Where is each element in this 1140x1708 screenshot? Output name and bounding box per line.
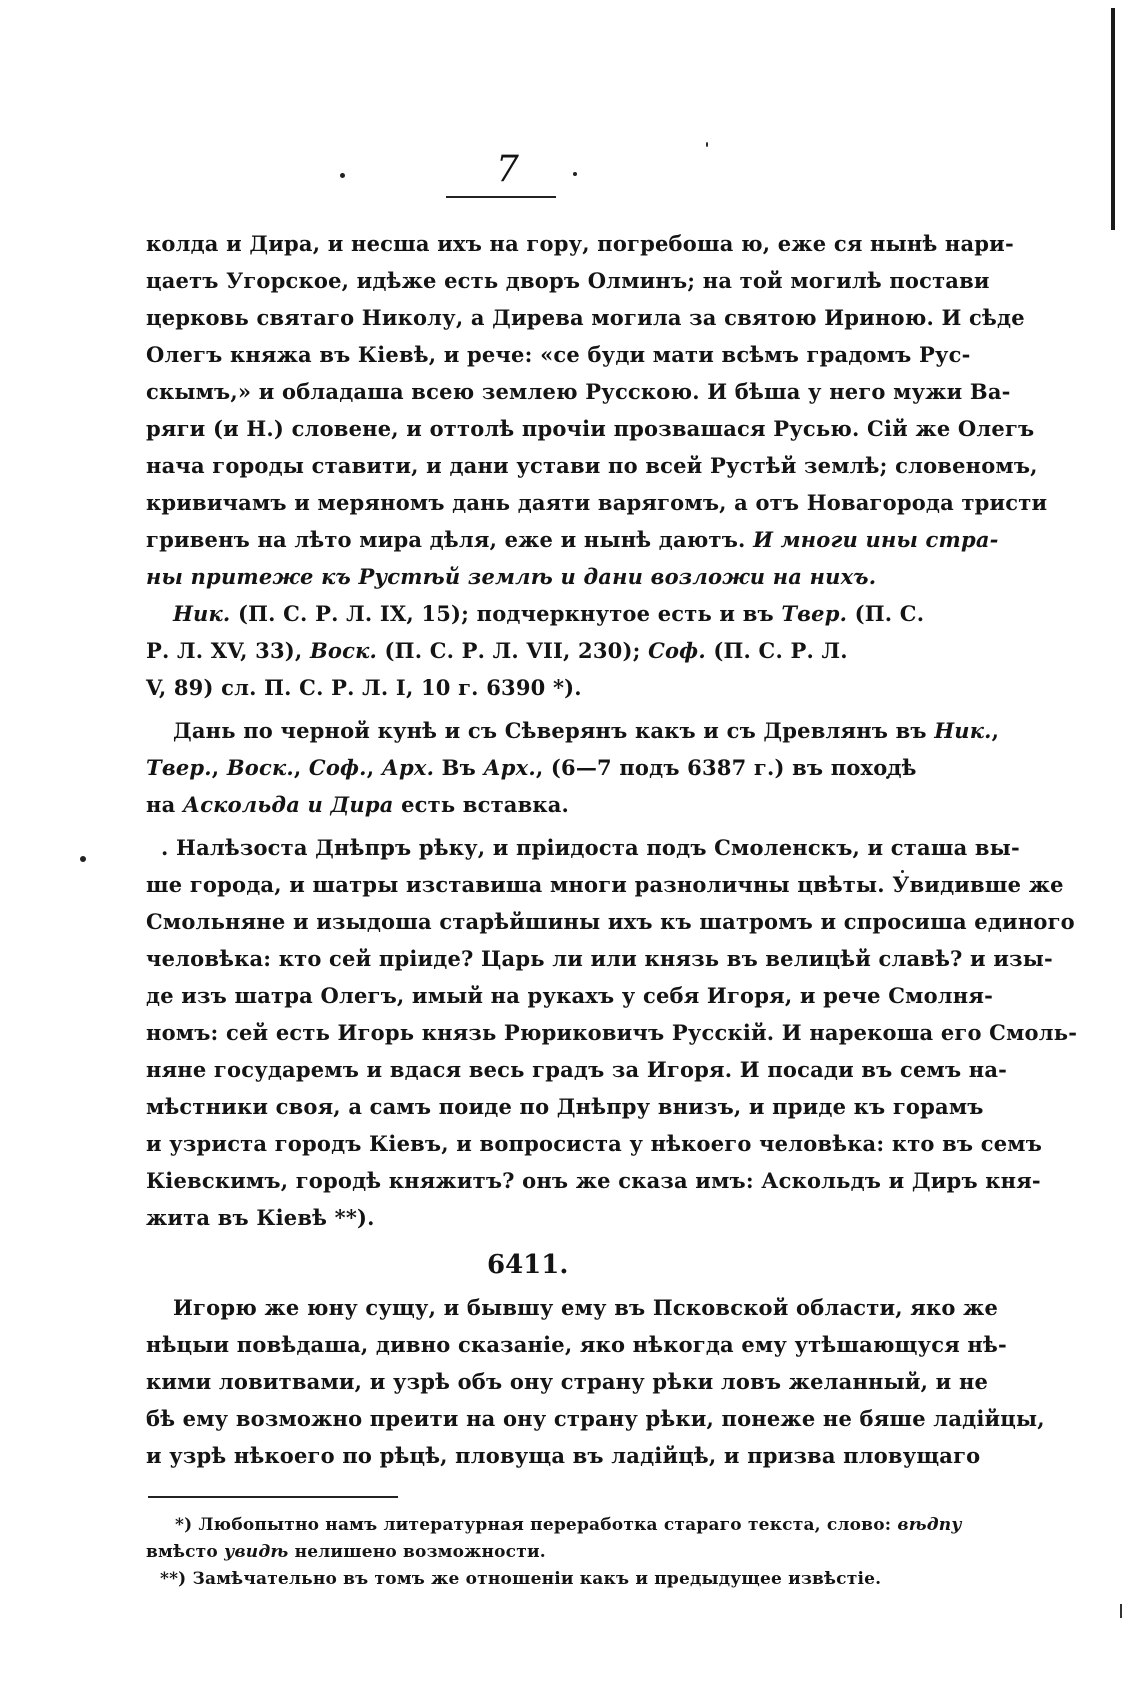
italic-emphasis-line: ны притеже къ Рустѣй землѣ и дани возложи на нихъ. — [146, 564, 877, 589]
scan-speck — [340, 173, 345, 178]
body-line — [146, 526, 999, 554]
body-line: нѣцыи повѣдаша, дивно сказаніе, яко нѣкогда ему утѣшающуся нѣ- — [146, 1332, 1007, 1357]
body-line: жита въ Кіевѣ **). — [146, 1205, 375, 1230]
note-abbrev: Соф. — [308, 755, 367, 780]
body-line: няне государемъ и вдася весь градъ за Игоря. И посади въ семъ на- — [146, 1057, 1008, 1082]
footnote-2: **) Замѣчательно въ томъ же отношеніи какъ и предыдущее извѣстіе. — [160, 1569, 882, 1589]
source-abbrev: Воск. — [309, 638, 378, 663]
body-line: человѣка: кто сей пріиде? Царь ли или князь въ велицѣй славѣ? и изы- — [146, 946, 1053, 971]
body-line: де изъ шатра Олегъ, имый на рукахъ у себя Игоря, и рече Смолня- — [146, 983, 994, 1008]
source-line — [173, 600, 924, 628]
header-rule — [446, 196, 556, 198]
year-heading: 6411. — [487, 1250, 569, 1280]
body-line: цаетъ Угорское, идѣже есть дворъ Олминъ; на той могилѣ постави — [146, 268, 990, 293]
body-line: нача городы ставити, и дани устави по всей Рустѣй землѣ; словеномъ, — [146, 453, 1038, 478]
body-line: церковь святаго Николу, а Дирева могила за святою Ириною. И сѣде — [146, 305, 1025, 330]
body-line: ряги (и Н.) словене, и оттолѣ прочіи прозвашася Русью. Сій же Олегъ — [146, 416, 1035, 441]
footnote-1-continued — [146, 1541, 546, 1563]
note-abbrev: Воск. — [226, 755, 294, 780]
scan-edge-bar — [1111, 8, 1115, 230]
source-line — [146, 637, 848, 665]
note-text: , — [293, 755, 309, 780]
note-text: , — [366, 755, 382, 780]
source-text: (П. С. — [847, 601, 925, 626]
scan-speck — [706, 142, 708, 147]
note-abbrev: Ник. — [934, 718, 992, 743]
footnote-text: вмѣсто — [146, 1542, 225, 1562]
italic-emphasis: И многи ины стра- — [745, 527, 999, 552]
scan-speck — [573, 172, 577, 176]
note-abbrev: Арх. — [483, 755, 536, 780]
body-line: и узрѣ нѣкоего по рѣцѣ, пловуща въ ладійцѣ, и призва пловущаго — [146, 1443, 981, 1468]
body-line: колда и Дира, и несша ихъ на гору, погребоша ю, еже ся нынѣ нари- — [146, 231, 1014, 256]
body-line-text: гривенъ на лѣто мира дѣля, еже и нынѣ даютъ. — [146, 527, 746, 552]
body-line: мѣстники своя, а самъ поиде по Днѣпру внизъ, и приде къ горамъ — [146, 1094, 984, 1119]
note-abbrev: Твер. — [146, 755, 212, 780]
scan-speck — [80, 856, 86, 862]
note-text: на — [146, 792, 183, 817]
body-line: и узриста городъ Кіевъ, и вопросиста у нѣкоего человѣка: кто въ семъ — [146, 1131, 1043, 1156]
footnote-emphasis: увидѣ — [224, 1542, 289, 1562]
note-text: Въ — [434, 755, 484, 780]
source-text: (П. С. Р. Л. — [705, 638, 848, 663]
footnote-emphasis: вѣдпу — [897, 1515, 962, 1535]
note-text: Дань по черной кунѣ и съ Сѣверянъ какъ и съ Древлянъ въ — [173, 718, 935, 743]
source-abbrev: Твер. — [781, 601, 848, 626]
note-line — [146, 791, 569, 819]
footnote-text: нелишено возможности. — [288, 1542, 546, 1562]
note-text: есть вставка. — [393, 792, 570, 817]
body-line: Игорю же юну сущу, и бывшу ему въ Псковской области, яко же — [173, 1295, 999, 1320]
body-line: бѣ ему возможно преити на ону страну рѣки, понеже не бяше ладійцы, — [146, 1406, 1045, 1431]
body-line: Олегъ княжа въ Кіевѣ, и рече: «се буди мати всѣмъ градомъ Рус- — [146, 342, 971, 367]
source-abbrev: Соф. — [648, 638, 706, 663]
note-text: , (6—7 подъ 6387 г.) въ походѣ — [535, 755, 917, 780]
page-number: 7 — [496, 149, 519, 190]
note-text: , — [211, 755, 227, 780]
body-line: . Налѣзоста Днѣпръ рѣку, и пріидоста подъ Смоленскъ, и сташа вы- — [161, 835, 1020, 860]
footnote-rule — [148, 1496, 398, 1498]
body-line: ше города, и шатры изставиша многи разноличны цвѣты. Увидивше же — [146, 872, 1064, 897]
body-line: кими ловитвами, и узрѣ объ ону страну рѣки ловъ желанный, и не — [146, 1369, 989, 1394]
footnote-text: *) Любопытно намъ литературная переработка стараго текста, слово: — [175, 1515, 898, 1535]
source-line: V, 89) сл. П. С. Р. Л. I, 10 г. 6390 *). — [146, 675, 582, 700]
note-abbrev: Арх. — [381, 755, 435, 780]
scan-edge-tick — [1120, 1604, 1122, 1618]
body-line: Смольняне и изыдоша старѣйшины ихъ къ шатромъ и спросиша единого — [146, 909, 1075, 934]
note-line — [146, 754, 917, 782]
body-line: номъ: сей есть Игорь князь Рюриковичъ Русскій. И нарекоша его Смоль- — [146, 1020, 1078, 1045]
source-text: Р. Л. XV, 33), — [146, 638, 310, 663]
body-line: Кіевскимъ, городѣ княжитъ? онъ же сказа имъ: Аскольдъ и Диръ кня- — [146, 1168, 1041, 1193]
source-abbrev: Ник. — [173, 601, 231, 626]
body-line: кривичамъ и меряномъ дань даяти варягомъ, а отъ Новагорода тристи — [146, 490, 1048, 515]
source-text: (П. С. Р. Л. VII, 230); — [377, 638, 649, 663]
source-text: (П. С. Р. Л. IX, 15); подчеркнутое есть и въ — [230, 601, 782, 626]
note-text: , — [991, 718, 1000, 743]
body-line: скымъ,» и обладаша всею землею Русскою. И бѣша у него мужи Ва- — [146, 379, 1011, 404]
footnote-1 — [175, 1514, 962, 1536]
note-line — [173, 717, 999, 745]
note-names: Аскольда и Дира — [182, 792, 394, 817]
